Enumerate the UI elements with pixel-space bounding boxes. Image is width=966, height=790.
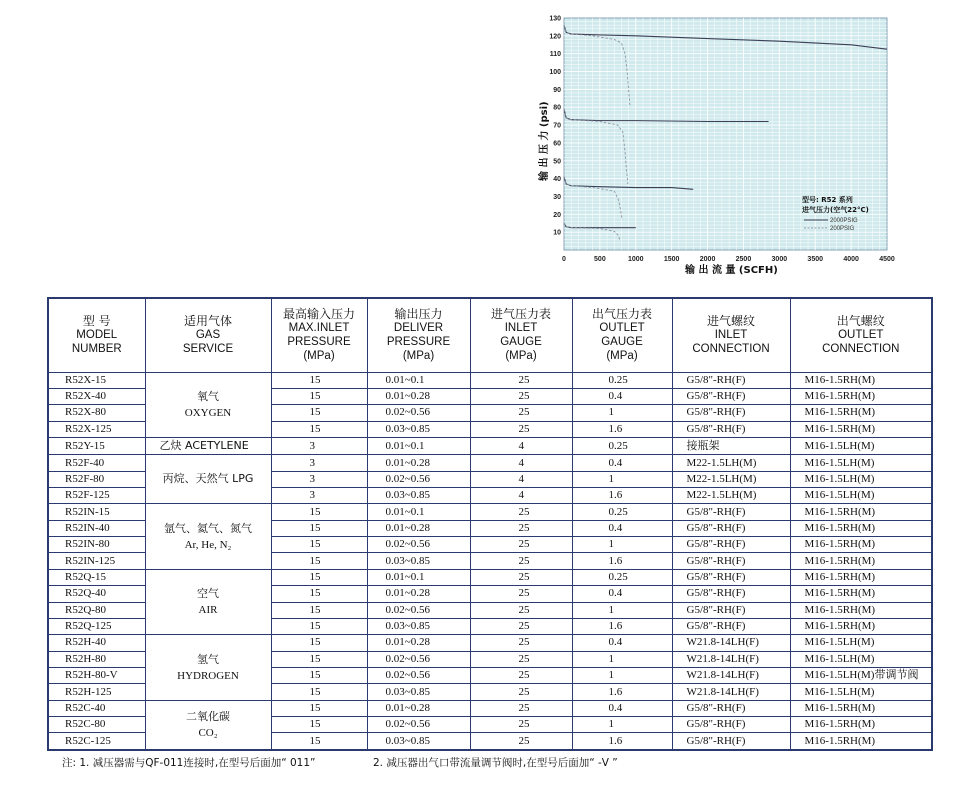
outlet-connection-cell: M16-1.5RH(M) (790, 553, 932, 569)
outlet-gauge-cell: 1.6 (572, 553, 672, 569)
model-number-cell: R52X-125 (48, 421, 145, 437)
outlet-gauge-cell: 1.6 (572, 618, 672, 634)
max-inlet-pressure-cell: 15 (271, 569, 367, 585)
footnote-1: 注: 1. 减压器需与QF-011连接时,在型号后面加“ 011” (62, 757, 316, 769)
gas-service-cell (145, 635, 271, 700)
inlet-gauge-cell: 25 (470, 668, 572, 684)
x-tick-label: 2000 (699, 256, 716, 263)
column-header-en: (MPa) (606, 350, 638, 363)
max-inlet-pressure-cell: 15 (271, 372, 367, 388)
column-header (48, 298, 145, 372)
deliver-pressure-cell: 0.03~0.85 (367, 553, 470, 569)
inlet-connection-cell: G5/8"-RH(F) (672, 537, 790, 553)
x-tick-label: 1500 (663, 256, 680, 263)
gas-service-en: HYDROGEN (177, 669, 239, 682)
legend-solid-label: 2000PSIG (830, 218, 858, 224)
model-number-cell: R52C-40 (48, 700, 145, 716)
outlet-gauge-cell: 1 (572, 668, 672, 684)
deliver-pressure-cell: 0.03~0.85 (367, 421, 470, 437)
gas-service-en: Ar, He, N₂ (184, 538, 232, 551)
outlet-gauge-cell: 0.25 (572, 372, 672, 388)
column-header (672, 298, 790, 372)
plot-area (564, 18, 887, 250)
x-tick-label: 3500 (807, 256, 824, 263)
outlet-connection-cell: M16-1.5RH(M) (790, 602, 932, 618)
outlet-connection-cell: M16-1.5LH(M) (790, 651, 932, 667)
gas-service-zh: 丙烷、天然气 LPG (162, 472, 254, 486)
spec-table (47, 297, 933, 751)
column-header-en: INLET (714, 329, 748, 342)
inlet-gauge-cell: 25 (470, 520, 572, 536)
outlet-connection-cell: M16-1.5RH(M) (790, 700, 932, 716)
gas-service-cell (145, 504, 271, 569)
y-tick-label: 40 (553, 176, 561, 184)
model-number-cell: R52IN-80 (48, 537, 145, 553)
y-tick-label: 80 (553, 104, 561, 112)
model-number-cell: R52H-80 (48, 651, 145, 667)
outlet-connection-cell: M16-1.5LH(M) (790, 455, 932, 471)
inlet-gauge-cell: 25 (470, 388, 572, 404)
inlet-gauge-cell: 25 (470, 717, 572, 733)
inlet-connection-cell: G5/8"-RH(F) (672, 520, 790, 536)
table-row (48, 372, 932, 388)
column-header-en: (MPa) (505, 350, 537, 363)
y-tick-label: 110 (549, 51, 561, 59)
max-inlet-pressure-cell: 15 (271, 504, 367, 520)
outlet-connection-cell: M16-1.5LH(M)带调节阀 (790, 668, 932, 684)
x-tick-label: 500 (594, 256, 606, 263)
column-header-en: MODEL (76, 329, 118, 342)
column-header-zh: 型 号 (82, 314, 111, 329)
column-header-zh: 最高输入压力 (282, 307, 355, 322)
deliver-pressure-cell: 0.01~0.1 (367, 372, 470, 388)
deliver-pressure-cell: 0.01~0.1 (367, 437, 470, 454)
inlet-connection-cell: G5/8"-RH(F) (672, 618, 790, 634)
outlet-connection-cell: M16-1.5RH(M) (790, 733, 932, 750)
column-header-en: CONNECTION (692, 343, 770, 356)
deliver-pressure-cell: 0.02~0.56 (367, 668, 470, 684)
inlet-connection-cell: M22-1.5LH(M) (672, 471, 790, 487)
outlet-gauge-cell: 1 (572, 717, 672, 733)
outlet-connection-cell: M16-1.5RH(M) (790, 586, 932, 602)
inlet-gauge-cell: 25 (470, 537, 572, 553)
y-tick-label: 50 (553, 158, 561, 166)
outlet-gauge-cell: 0.25 (572, 437, 672, 454)
deliver-pressure-cell: 0.03~0.85 (367, 684, 470, 700)
column-header-en: MAX.INLET (288, 322, 350, 335)
inlet-connection-cell: W21.8-14LH(F) (672, 684, 790, 700)
deliver-pressure-cell: 0.01~0.28 (367, 635, 470, 651)
inlet-connection-cell: G5/8"-RH(F) (672, 421, 790, 437)
model-number-cell: R52C-125 (48, 733, 145, 750)
inlet-gauge-cell: 25 (470, 602, 572, 618)
outlet-connection-cell: M16-1.5RH(M) (790, 569, 932, 585)
column-header-en: NUMBER (71, 343, 122, 356)
outlet-gauge-cell: 0.25 (572, 569, 672, 585)
flow-chart (520, 6, 910, 286)
column-header (145, 298, 271, 372)
outlet-gauge-cell: 0.4 (572, 388, 672, 404)
outlet-connection-cell: M16-1.5RH(M) (790, 388, 932, 404)
gas-service-cell (145, 455, 271, 504)
outlet-gauge-cell: 1 (572, 537, 672, 553)
gas-service-en: CO₂ (198, 726, 218, 739)
deliver-pressure-cell: 0.01~0.28 (367, 586, 470, 602)
model-number-cell: R52Q-40 (48, 586, 145, 602)
model-number-cell: R52H-125 (48, 684, 145, 700)
max-inlet-pressure-cell: 15 (271, 537, 367, 553)
inlet-connection-cell: 接瓶架 (672, 437, 790, 454)
inlet-gauge-cell: 4 (470, 437, 572, 454)
column-header (572, 298, 672, 372)
outlet-gauge-cell: 1.6 (572, 684, 672, 700)
column-header-en: SERVICE (182, 343, 234, 356)
max-inlet-pressure-cell: 15 (271, 520, 367, 536)
inlet-connection-cell: W21.8-14LH(F) (672, 635, 790, 651)
x-tick-label: 2500 (735, 256, 752, 263)
outlet-gauge-cell: 0.4 (572, 586, 672, 602)
model-number-cell: R52IN-40 (48, 520, 145, 536)
deliver-pressure-cell: 0.01~0.28 (367, 520, 470, 536)
y-tick-label: 10 (553, 229, 561, 237)
inlet-gauge-cell: 25 (470, 504, 572, 520)
outlet-gauge-cell: 0.4 (572, 520, 672, 536)
inlet-connection-cell: G5/8"-RH(F) (672, 700, 790, 716)
gas-service-en: AIR (198, 604, 218, 617)
inlet-gauge-cell: 25 (470, 586, 572, 602)
deliver-pressure-cell: 0.02~0.56 (367, 651, 470, 667)
x-axis-title: 输 出 流 量 (SCFH) (685, 265, 778, 276)
outlet-connection-cell: M16-1.5RH(M) (790, 504, 932, 520)
outlet-connection-cell: M16-1.5RH(M) (790, 405, 932, 421)
deliver-pressure-cell: 0.03~0.85 (367, 488, 470, 504)
outlet-gauge-cell: 0.4 (572, 635, 672, 651)
table-row (48, 455, 932, 471)
inlet-gauge-cell: 25 (470, 635, 572, 651)
inlet-connection-cell: G5/8"-RH(F) (672, 553, 790, 569)
column-header-en: (MPa) (402, 350, 435, 363)
x-tick-label: 0 (562, 256, 566, 263)
model-number-cell: R52H-40 (48, 635, 145, 651)
outlet-gauge-cell: 0.25 (572, 504, 672, 520)
outlet-gauge-cell: 1.6 (572, 421, 672, 437)
model-number-cell: R52F-125 (48, 488, 145, 504)
outlet-connection-cell: M16-1.5RH(M) (790, 537, 932, 553)
column-header-en: PRESSURE (287, 336, 351, 349)
max-inlet-pressure-cell: 15 (271, 421, 367, 437)
max-inlet-pressure-cell: 15 (271, 700, 367, 716)
inlet-gauge-cell: 25 (470, 569, 572, 585)
column-header-en: OUTLET (599, 322, 645, 335)
outlet-connection-cell: M16-1.5RH(M) (790, 421, 932, 437)
column-header-en: CONNECTION (822, 343, 900, 356)
gas-service-zh: 氧气 (197, 389, 219, 403)
y-tick-label: 120 (549, 33, 561, 41)
inlet-connection-cell: G5/8"-RH(F) (672, 388, 790, 404)
max-inlet-pressure-cell: 15 (271, 733, 367, 750)
inlet-gauge-cell: 25 (470, 651, 572, 667)
model-number-cell: R52Q-15 (48, 569, 145, 585)
inlet-gauge-cell: 25 (470, 700, 572, 716)
gas-service-zh: 二氧化碳 (186, 709, 230, 723)
gas-service-cell (145, 700, 271, 750)
max-inlet-pressure-cell: 15 (271, 586, 367, 602)
y-tick-labels (549, 16, 561, 237)
x-tick-label: 4000 (843, 256, 859, 263)
deliver-pressure-cell: 0.03~0.85 (367, 618, 470, 634)
gas-service-zh: 空气 (197, 587, 219, 601)
table-row (48, 700, 932, 716)
outlet-connection-cell: M16-1.5RH(M) (790, 618, 932, 634)
inlet-connection-cell: G5/8"-RH(F) (672, 569, 790, 585)
column-header-en: PRESSURE (386, 336, 451, 349)
model-number-cell: R52Q-80 (48, 602, 145, 618)
inlet-gauge-cell: 25 (470, 421, 572, 437)
x-tick-label: 1000 (627, 256, 644, 263)
y-tick-label: 70 (553, 122, 561, 130)
deliver-pressure-cell: 0.01~0.28 (367, 455, 470, 471)
deliver-pressure-cell: 0.02~0.56 (367, 602, 470, 618)
model-number-cell: R52H-80-V (48, 668, 145, 684)
inlet-connection-cell: G5/8"-RH(F) (672, 405, 790, 421)
deliver-pressure-cell: 0.02~0.56 (367, 471, 470, 487)
column-header (367, 298, 470, 372)
model-number-cell: R52X-15 (48, 372, 145, 388)
footnote (62, 755, 618, 770)
y-tick-label: 20 (553, 211, 561, 219)
deliver-pressure-cell: 0.02~0.56 (367, 405, 470, 421)
gas-service-en: OXYGEN (184, 406, 232, 419)
outlet-connection-cell: M16-1.5LH(M) (790, 635, 932, 651)
column-header-en: GAUGE (601, 336, 643, 349)
outlet-connection-cell: M16-1.5LH(M) (790, 684, 932, 700)
model-number-cell: R52Y-15 (48, 437, 145, 454)
model-number-cell: R52IN-15 (48, 504, 145, 520)
y-axis-title: 输 出 压 力 (psi) (539, 101, 550, 181)
deliver-pressure-cell: 0.01~0.1 (367, 504, 470, 520)
gas-service-cell (145, 569, 271, 634)
deliver-pressure-cell: 0.03~0.85 (367, 733, 470, 750)
deliver-pressure-cell: 0.02~0.56 (367, 717, 470, 733)
table-row (48, 504, 932, 520)
outlet-connection-cell: M16-1.5RH(M) (790, 372, 932, 388)
column-header-en: GAS (195, 329, 221, 342)
outlet-gauge-cell: 1 (572, 651, 672, 667)
max-inlet-pressure-cell: 15 (271, 684, 367, 700)
inlet-gauge-cell: 25 (470, 553, 572, 569)
outlet-gauge-cell: 1 (572, 602, 672, 618)
model-number-cell: R52C-80 (48, 717, 145, 733)
max-inlet-pressure-cell: 3 (271, 455, 367, 471)
inlet-connection-cell: W21.8-14LH(F) (672, 668, 790, 684)
model-number-cell: R52F-40 (48, 455, 145, 471)
column-header-en: GAUGE (500, 336, 542, 349)
inlet-gauge-cell: 25 (470, 733, 572, 750)
deliver-pressure-cell: 0.02~0.56 (367, 537, 470, 553)
inlet-gauge-cell: 25 (470, 372, 572, 388)
x-tick-label: 3000 (771, 256, 788, 263)
outlet-gauge-cell: 0.4 (572, 455, 672, 471)
deliver-pressure-cell: 0.01~0.1 (367, 569, 470, 585)
inlet-connection-cell: G5/8"-RH(F) (672, 586, 790, 602)
inlet-gauge-cell: 4 (470, 455, 572, 471)
x-tick-label: 4500 (879, 256, 895, 263)
model-number-cell: R52IN-125 (48, 553, 145, 569)
outlet-connection-cell: M16-1.5LH(M) (790, 471, 932, 487)
max-inlet-pressure-cell: 15 (271, 651, 367, 667)
table-header-row (48, 298, 932, 372)
table-row (48, 635, 932, 651)
column-header-en: INLET (504, 322, 538, 335)
outlet-connection-cell: M16-1.5LH(M) (790, 437, 932, 454)
y-tick-label: 60 (553, 140, 561, 148)
model-number-cell: R52X-80 (48, 405, 145, 421)
x-tick-labels (562, 256, 895, 263)
y-tick-label: 90 (553, 86, 561, 94)
max-inlet-pressure-cell: 3 (271, 471, 367, 487)
gas-service-zh: 氢气 (197, 652, 219, 666)
column-header-zh: 进气螺纹 (706, 314, 755, 329)
outlet-connection-cell: M16-1.5LH(M) (790, 488, 932, 504)
inlet-gauge-cell: 25 (470, 405, 572, 421)
outlet-gauge-cell: 1 (572, 405, 672, 421)
column-header-zh: 出气螺纹 (836, 314, 885, 329)
max-inlet-pressure-cell: 15 (271, 635, 367, 651)
column-header (271, 298, 367, 372)
deliver-pressure-cell: 0.01~0.28 (367, 700, 470, 716)
gas-service-cell (145, 437, 271, 454)
table-row (48, 437, 932, 454)
inlet-connection-cell: W21.8-14LH(F) (672, 651, 790, 667)
column-header-en: (MPa) (303, 350, 335, 363)
max-inlet-pressure-cell: 15 (271, 717, 367, 733)
column-header (790, 298, 932, 372)
max-inlet-pressure-cell: 15 (271, 388, 367, 404)
column-header (470, 298, 572, 372)
column-header-zh: 适用气体 (183, 314, 232, 329)
footnote-2: 2. 减压器出气口带流量调节阀时,在型号后面加“ -V ” (373, 757, 618, 769)
inlet-connection-cell: G5/8"-RH(F) (672, 717, 790, 733)
gas-service-zh: 乙炔 ACETYLENE (159, 439, 249, 453)
max-inlet-pressure-cell: 15 (271, 405, 367, 421)
inlet-connection-cell: G5/8"-RH(F) (672, 733, 790, 750)
max-inlet-pressure-cell: 15 (271, 553, 367, 569)
column-header-en: DELIVER (393, 322, 444, 335)
inlet-gauge-cell: 25 (470, 618, 572, 634)
y-tick-label: 130 (549, 15, 561, 23)
gas-service-cell (145, 372, 271, 437)
inlet-connection-cell: M22-1.5LH(M) (672, 455, 790, 471)
inlet-gauge-cell: 4 (470, 471, 572, 487)
gas-service-zh: 氩气、氦气、氮气 (164, 521, 252, 535)
inlet-gauge-cell: 25 (470, 684, 572, 700)
max-inlet-pressure-cell: 3 (271, 488, 367, 504)
y-tick-label: 100 (549, 69, 561, 77)
max-inlet-pressure-cell: 3 (271, 437, 367, 454)
outlet-connection-cell: M16-1.5RH(M) (790, 520, 932, 536)
inlet-connection-cell: M22-1.5LH(M) (672, 488, 790, 504)
legend-subtitle: 进气压力(空气22°C) (802, 206, 869, 214)
outlet-gauge-cell: 0.4 (572, 700, 672, 716)
model-number-cell: R52F-80 (48, 471, 145, 487)
outlet-connection-cell: M16-1.5RH(M) (790, 717, 932, 733)
inlet-connection-cell: G5/8"-RH(F) (672, 372, 790, 388)
column-header-zh: 进气压力表 (490, 307, 551, 322)
max-inlet-pressure-cell: 15 (271, 618, 367, 634)
deliver-pressure-cell: 0.01~0.28 (367, 388, 470, 404)
model-number-cell: R52X-40 (48, 388, 145, 404)
outlet-gauge-cell: 1.6 (572, 488, 672, 504)
legend-dashed-label: 200PSIG (830, 226, 855, 232)
legend-title: 型号: R52 系列 (802, 196, 853, 204)
column-header-zh: 出气压力表 (591, 307, 652, 322)
inlet-connection-cell: G5/8"-RH(F) (672, 504, 790, 520)
table-row (48, 569, 932, 585)
inlet-gauge-cell: 4 (470, 488, 572, 504)
model-number-cell: R52Q-125 (48, 618, 145, 634)
max-inlet-pressure-cell: 15 (271, 668, 367, 684)
y-tick-label: 30 (553, 193, 561, 201)
column-header-zh: 输出压力 (394, 307, 443, 322)
outlet-gauge-cell: 1 (572, 471, 672, 487)
column-header-en: OUTLET (838, 329, 884, 342)
max-inlet-pressure-cell: 15 (271, 602, 367, 618)
outlet-gauge-cell: 1.6 (572, 733, 672, 750)
inlet-connection-cell: G5/8"-RH(F) (672, 602, 790, 618)
